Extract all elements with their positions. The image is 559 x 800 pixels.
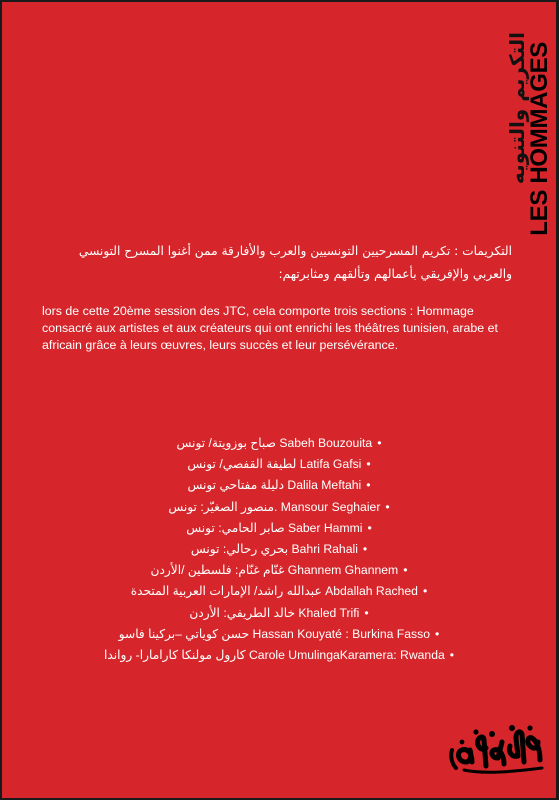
title-french: LES HOMMAGES [526, 42, 553, 236]
list-item [2, 518, 556, 539]
list-item [2, 475, 556, 496]
honoree-name: صابر الحامي: تونس Saber Hammi [186, 520, 363, 535]
list-item [2, 497, 556, 518]
list-item [2, 560, 556, 581]
list-item [2, 433, 556, 454]
intro-french: lors de cette 20ème session des JTC, cela comporte trois sections : Hommage consacré aux artistes et aux créateurs qui ont enrichi les théâtres tunisien, arabe et africain grâce à leurs œuvres, leurs succès et leur persévérance. [42, 304, 498, 352]
honoree-name: منصور الصغيّر: تونس. Mansour Seghaier [168, 499, 381, 514]
calligraphy-logo-icon [442, 712, 552, 777]
list-item [2, 645, 556, 666]
honoree-name: كارول مولنكا كارامارا- رواندا Carole UmulingaKaramera: Rwanda [103, 647, 445, 662]
bullet-icon: • [362, 541, 368, 556]
festival-logo [442, 712, 552, 777]
honoree-name: خالد الطريفي: الأردن Khaled Trifi [189, 605, 360, 620]
honoree-name: لطيفة القفصي/ تونس Latifa Gafsi [187, 457, 362, 472]
title-arabic: التكريم والتنويه [505, 32, 529, 185]
list-item [2, 581, 556, 602]
list-item [2, 603, 556, 624]
honoree-name: عبدالله راشد/ الإمارات العربية المتحدة Abdallah Rached [130, 584, 418, 599]
intro-arabic: التكريمات : تكريم المسرحيين التونسيين والعرب والأفارقة ممن أغنوا المسرح التونسي والعربي والإفريقي بأعمالهم وتألقهم ومثابرتهم: [78, 244, 512, 281]
honoree-name: صباح بوزويتة/ تونس Sabeh Bouzouita [176, 436, 373, 450]
bullet-icon: • [449, 647, 455, 662]
bullet-icon: • [364, 605, 369, 620]
honoree-name: بحري رحالي: تونس Bahri Rahali [190, 541, 358, 556]
list-item [2, 454, 556, 475]
list-item [2, 624, 556, 645]
vertical-title [502, 32, 553, 236]
bullet-icon: • [422, 584, 428, 599]
bullet-icon: • [435, 626, 440, 641]
honoree-name: دليلة مفتاحي تونس Dalila Meftahi [187, 478, 362, 493]
honoree-name: غنّام غنّام: فلسطين /الأردن Ghannem Ghannem [150, 563, 399, 578]
bullet-icon: • [385, 499, 390, 514]
bullet-icon: • [403, 563, 408, 578]
honoree-name: حسن كوياتي –بركينا فاسو Hassan Kouyaté : Burkina Fasso [118, 626, 430, 641]
bullet-icon: • [366, 478, 371, 493]
bullet-icon: • [377, 436, 382, 450]
bullet-icon: • [367, 520, 372, 535]
brochure-page [2, 2, 556, 798]
list-item [2, 539, 556, 560]
bullet-icon: • [366, 457, 371, 472]
honorees-list [2, 433, 556, 666]
